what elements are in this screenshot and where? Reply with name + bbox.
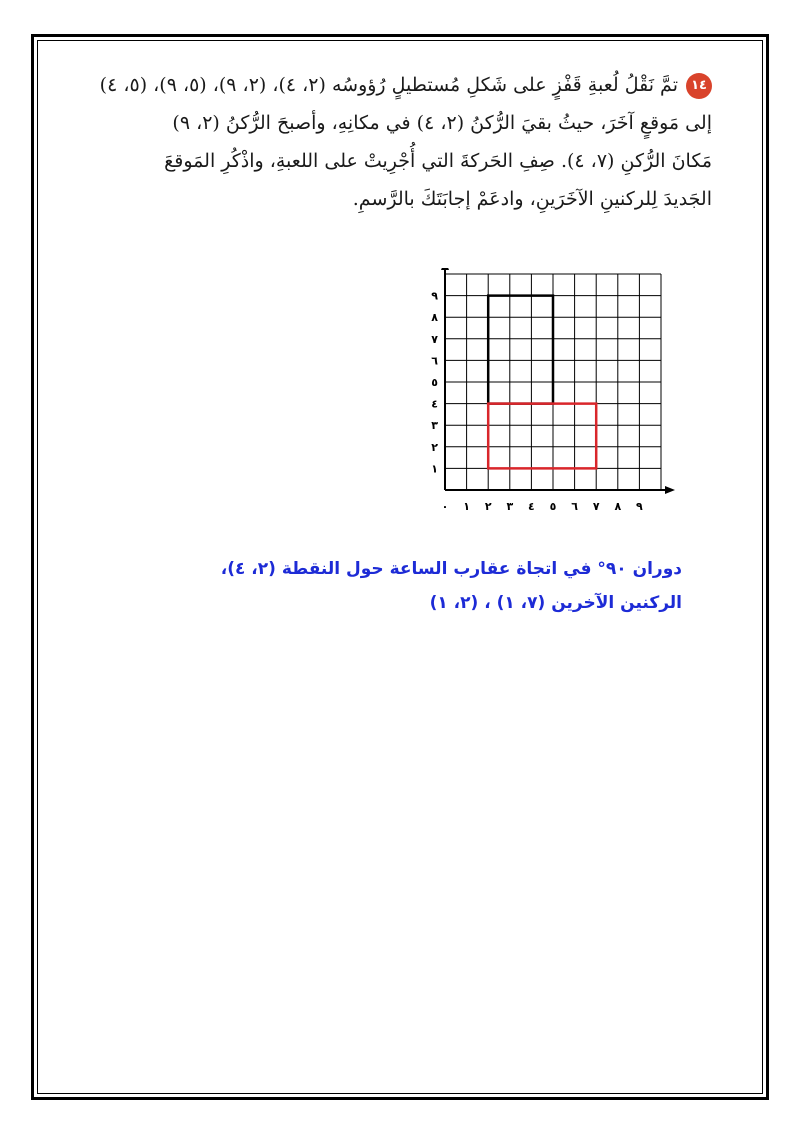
coordinate-grid <box>425 268 675 518</box>
shape-original <box>488 296 553 404</box>
question-number-badge: ١٤ <box>686 73 712 99</box>
answer-line-1: دوران ٩٠° في اتجاة عقارب الساعة حول النقطة (٢، ٤)، <box>220 559 682 579</box>
x-tick-label: ٠ <box>441 500 449 513</box>
question-block <box>64 66 712 218</box>
x-axis-arrow <box>665 486 675 494</box>
question-line-2: إلى مَوقعٍ آخَرَ، حيثُ بقيَ الرُّكنُ (٢، ٤) في مكانِهِ، وأصبحَ الرُّكنُ (٢، ٩) <box>172 112 712 134</box>
answer-block <box>200 552 682 620</box>
grid-svg <box>425 268 675 518</box>
x-tick-label: ٣ <box>506 500 514 513</box>
question-line-3: مَكانَ الرُّكنِ (٧، ٤). صِفِ الحَركةَ التي أُجْرِيتْ على اللعبةِ، واذْكُرِ المَوقعَ <box>164 150 712 172</box>
x-tick-label: ٨ <box>614 500 622 513</box>
x-tick-label: ١ <box>463 500 470 513</box>
y-tick-label: ٤ <box>431 397 438 411</box>
y-tick-label: ٦ <box>431 354 438 368</box>
x-tick-label: ٥ <box>549 500 557 513</box>
x-tick-label: ٦ <box>571 500 578 513</box>
x-tick-label: ٢ <box>484 500 492 513</box>
y-tick-label: ٨ <box>431 311 438 325</box>
y-tick-label: ٣ <box>431 419 438 433</box>
y-tick-label: ٩ <box>431 289 438 303</box>
y-tick-label: ٧ <box>431 332 438 346</box>
question-line-4: الجَديدَ لِلركنينِ الآخَرَينِ، وادعَمْ إجابَتَكَ بالرَّسمِ. <box>352 188 712 210</box>
x-tick-label: ٤ <box>528 500 535 513</box>
y-axis-arrow <box>441 268 449 270</box>
y-tick-label: ٢ <box>431 440 438 454</box>
question-line-1 <box>64 66 712 104</box>
question-line-1-text: تمَّ نَقْلُ لُعبةِ قَفْزٍ على شَكلِ مُستطيلٍ رُؤوسُه (٢، ٤)، (٢، ٩)، (٥، ٩)، (٥، ٤) <box>99 74 678 96</box>
y-tick-label: ٥ <box>431 376 438 389</box>
x-tick-label: ٧ <box>592 500 600 513</box>
answer-line-2: الركنين الآخرين (٧، ١) ، (٢، ١) <box>429 593 682 613</box>
x-tick-label: ٩ <box>636 500 643 513</box>
shape-rotated <box>488 404 596 469</box>
y-tick-label: ١ <box>431 462 438 476</box>
